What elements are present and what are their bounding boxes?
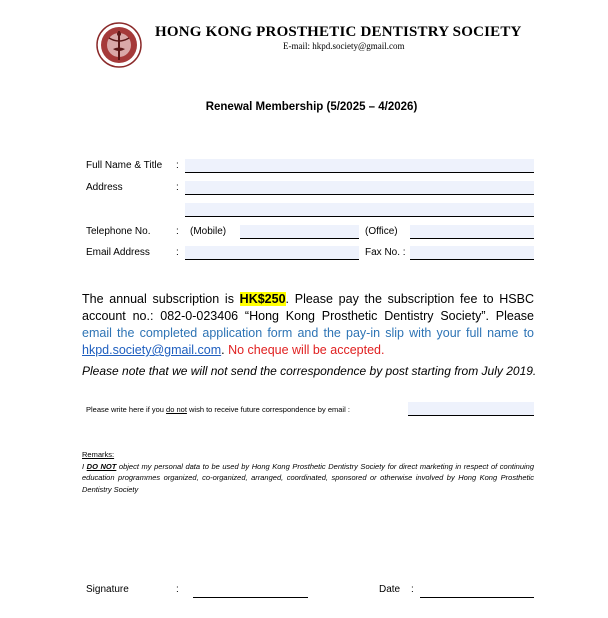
remarks-heading: Remarks: <box>82 450 115 459</box>
fax-field[interactable] <box>410 246 534 260</box>
payment-text-4: . <box>221 343 229 357</box>
full-name-label: Full Name & Title <box>86 160 163 171</box>
address-label: Address <box>86 182 123 193</box>
signature-colon: : <box>176 584 179 595</box>
pref-emphasis: do not <box>166 405 187 414</box>
email-field-b[interactable] <box>240 246 359 260</box>
org-name: HONG KONG PROSTHETIC DENTISTRY SOCIETY <box>155 24 522 40</box>
email-field-a[interactable] <box>185 246 240 260</box>
org-email: E-mail: hkpd.society@gmail.com <box>283 41 405 51</box>
email-preference-field[interactable] <box>408 402 534 416</box>
remarks-i: I <box>82 461 87 471</box>
remarks-block <box>82 449 534 495</box>
payment-text-2: . Please pay the subscription fee to HSBC account no.: 082-0-023406 “Hong Kong Prosthetic Dentistry Society”. Please <box>82 292 535 323</box>
correspondence-note: Please note that we will not send the correspondence by post starting from July 2019. <box>82 364 537 378</box>
address-field-line1[interactable] <box>185 181 534 195</box>
full-name-colon: : <box>176 160 179 171</box>
fee-amount: HK$250 <box>239 292 286 306</box>
no-cheque-warning: No cheque will be accepted. <box>228 343 385 357</box>
office-label: (Office) <box>365 226 398 237</box>
mobile-field[interactable] <box>240 225 359 239</box>
signature-label: Signature <box>86 584 129 595</box>
payment-text-1: The annual subscription is <box>82 292 240 306</box>
telephone-colon: : <box>176 226 179 237</box>
payment-text-email-instruction: email the completed application form and the pay-in slip with your full name to <box>82 326 534 340</box>
form-title: Renewal Membership (5/2025 – 4/2026) <box>205 101 418 113</box>
address-field-line2[interactable] <box>185 203 534 217</box>
society-email-link[interactable]: hkpd.society@gmail.com <box>82 343 222 357</box>
telephone-label: Telephone No. <box>86 226 151 237</box>
date-field[interactable] <box>420 596 534 598</box>
email-label: Email Address <box>86 247 150 258</box>
payment-instructions <box>82 291 534 359</box>
date-colon: : <box>411 584 414 595</box>
fax-label: Fax No. : <box>365 247 406 258</box>
remarks-body: object my personal data to be used by Hong Kong Prosthetic Dentistry Society for direct marketing in respect of continuing education programmes organized, co-organized, arranged, coordinated, sponsored or otherwise involved by Hong Kong Prosthetic Dentistry Society <box>82 461 535 494</box>
pref-text-before: Please write here if you <box>86 405 167 414</box>
full-name-field[interactable] <box>185 159 534 173</box>
email-preference-prompt <box>86 405 350 414</box>
office-field[interactable] <box>410 225 534 239</box>
society-logo <box>96 22 142 68</box>
address-colon: : <box>176 182 179 193</box>
remarks-emphasis: DO NOT <box>86 461 117 471</box>
signature-field[interactable] <box>193 596 308 598</box>
email-colon: : <box>176 247 179 258</box>
date-label: Date <box>379 584 401 595</box>
mobile-label: (Mobile) <box>190 226 227 237</box>
pref-text-after: wish to receive future correspondence by email : <box>186 405 350 414</box>
